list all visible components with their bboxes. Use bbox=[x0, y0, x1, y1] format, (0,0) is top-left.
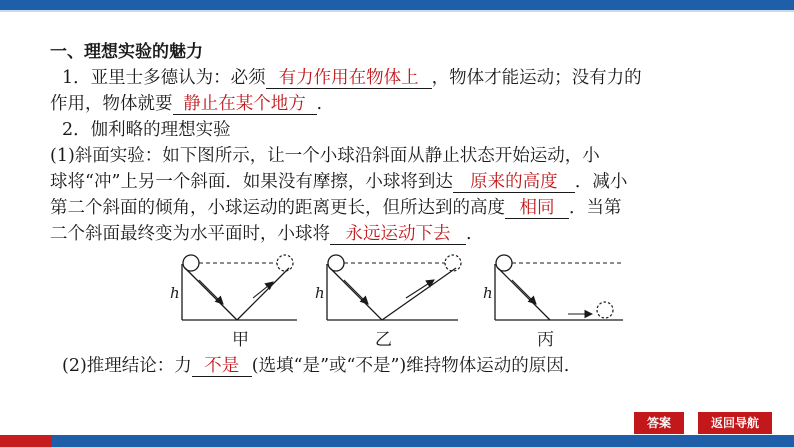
p2-line3 bbox=[50, 196, 622, 220]
ball-start bbox=[183, 255, 199, 271]
answer-blank-6: 不是 bbox=[192, 356, 252, 377]
back-nav-button[interactable]: 返回导航 bbox=[698, 412, 772, 434]
p2-line4-suffix: . bbox=[466, 224, 472, 244]
incline-left bbox=[498, 268, 550, 320]
arrow-up bbox=[253, 282, 273, 298]
p2-line3-suffix: ．当第 bbox=[569, 198, 622, 218]
p2-line2-prefix: 球将“冲”上另一个斜面．如果没有摩擦，小球将到达 bbox=[50, 172, 453, 192]
ball-end bbox=[597, 302, 613, 318]
p2-line1: (1)斜面实验：如下图所示，让一个小球沿斜面从静止状态开始运动，小 bbox=[50, 146, 600, 166]
p2-line3-prefix: 第二个斜面的倾角，小球运动的距离更长，但所达到的高度 bbox=[50, 198, 505, 218]
answer-button[interactable]: 答案 bbox=[634, 412, 684, 434]
arrow-up bbox=[406, 280, 434, 298]
top-bar bbox=[0, 0, 794, 10]
ball-end bbox=[445, 255, 461, 271]
h-label-jia: h bbox=[170, 284, 180, 302]
p3-prefix: (2)推理结论：力 bbox=[62, 356, 192, 376]
arrow-down bbox=[199, 280, 223, 304]
ball-start bbox=[496, 255, 512, 271]
h-label-bing: h bbox=[483, 284, 493, 302]
p3-suffix: (选填“是”或“不是”)维持物体运动的原因. bbox=[251, 356, 570, 376]
p2-line4-prefix: 二个斜面最终变为水平面时，小球将 bbox=[50, 224, 330, 244]
p1-prefix: 1．亚里士多德认为：必须 bbox=[62, 68, 266, 88]
answer-blank-4: 相同 bbox=[505, 198, 569, 219]
caption-bing: 丙 bbox=[537, 330, 554, 350]
figure-bing bbox=[478, 252, 628, 328]
caption-yi: 乙 bbox=[375, 330, 392, 350]
answer-blank-1: 有力作用在物体上 bbox=[266, 68, 432, 89]
p2-line2-suffix: ．减小 bbox=[574, 172, 628, 192]
p1-line2-prefix: 作用，物体就要 bbox=[50, 94, 173, 114]
incline-left bbox=[185, 268, 237, 320]
answer-blank-3: 原来的高度 bbox=[453, 172, 575, 193]
incline-left bbox=[330, 268, 382, 320]
p1-middle: ，物体才能运动；没有力的 bbox=[431, 68, 642, 88]
p2-line2 bbox=[50, 170, 627, 194]
ball-end bbox=[277, 255, 293, 271]
p2-title: 2．伽利略的理想实验 bbox=[62, 120, 231, 140]
answer-blank-2: 静止在某个地方 bbox=[173, 94, 317, 115]
p2-line4 bbox=[50, 222, 472, 246]
arrow-down bbox=[344, 280, 368, 304]
top-stripe bbox=[0, 10, 794, 12]
ball-start bbox=[328, 255, 344, 271]
incline-right bbox=[237, 268, 289, 320]
section-title: 一、理想实验的魅力 bbox=[50, 42, 203, 62]
h-label-yi: h bbox=[315, 284, 325, 302]
bottom-bar bbox=[0, 435, 794, 447]
p1-line2 bbox=[50, 92, 322, 116]
answer-blank-5: 永远运动下去 bbox=[330, 224, 466, 245]
incline-right bbox=[382, 268, 456, 320]
p1-line1 bbox=[62, 66, 642, 90]
p1-line2-suffix: . bbox=[316, 94, 323, 114]
caption-jia: 甲 bbox=[232, 330, 249, 350]
arrow-down bbox=[512, 280, 536, 304]
bottom-red-block bbox=[0, 435, 52, 447]
p3-line bbox=[62, 354, 569, 378]
figure-yi bbox=[310, 252, 470, 328]
figure-jia bbox=[165, 252, 305, 328]
